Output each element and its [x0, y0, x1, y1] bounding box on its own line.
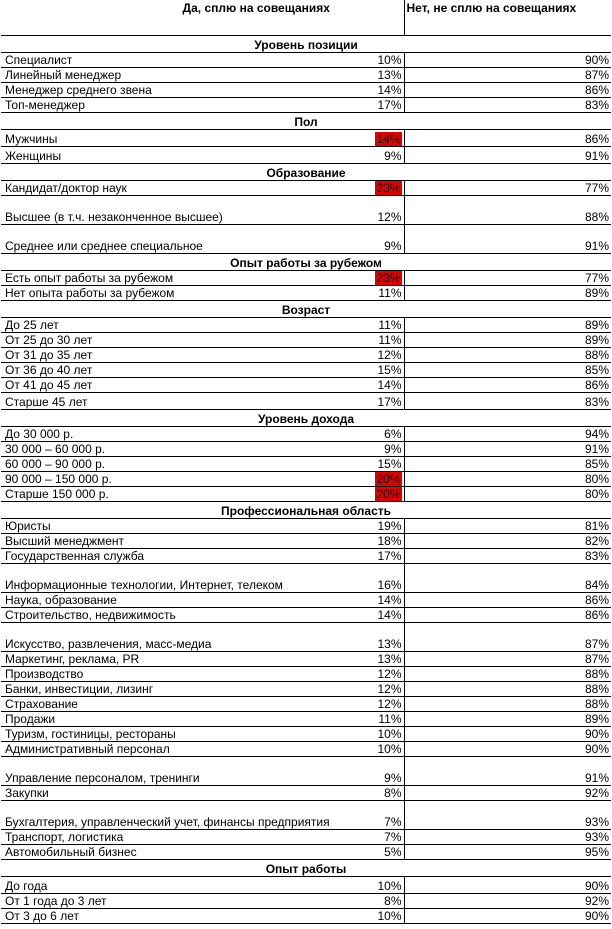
- yes-value: 13%: [377, 652, 402, 666]
- table-row: [1, 786, 611, 801]
- table-row: [1, 53, 611, 68]
- table-row: [1, 534, 611, 549]
- yes-cell: [341, 845, 404, 860]
- no-value: 91%: [404, 225, 611, 254]
- no-value: 90%: [404, 742, 611, 757]
- table-row: [1, 196, 611, 225]
- no-value: 86%: [404, 83, 611, 98]
- row-label: От 25 до 30 лет: [1, 333, 341, 348]
- row-label: Есть опыт работы за рубежом: [1, 271, 341, 286]
- no-value: 89%: [404, 286, 611, 301]
- table-row: [1, 333, 611, 348]
- row-label: Строительство, недвижимость: [1, 608, 341, 623]
- no-value: 89%: [404, 333, 611, 348]
- row-label: Автомобильный бизнес: [1, 845, 341, 860]
- yes-cell: [341, 181, 404, 196]
- no-value: 92%: [404, 894, 611, 909]
- row-label: Государственная служба: [1, 549, 341, 564]
- table-row: [1, 427, 611, 442]
- table-row: [1, 286, 611, 301]
- yes-value: 11%: [378, 333, 402, 347]
- table-row: [1, 894, 611, 909]
- yes-value: 16%: [377, 578, 402, 592]
- row-label: Кандидат/доктор наук: [1, 181, 341, 196]
- no-value: 91%: [404, 757, 611, 786]
- table-row: [1, 757, 611, 786]
- table-row: [1, 130, 611, 147]
- no-value: 95%: [404, 845, 611, 860]
- yes-value: 11%: [378, 712, 402, 726]
- no-value: 87%: [404, 68, 611, 83]
- yes-value: 14%: [377, 378, 402, 392]
- yes-value: 15%: [377, 363, 402, 377]
- yes-value: 11%: [378, 286, 402, 300]
- table-row: [1, 442, 611, 457]
- row-label: Страхование: [1, 697, 341, 712]
- table-row: [1, 712, 611, 727]
- row-label: 90 000 – 150 000 р.: [1, 472, 341, 487]
- table-row: [1, 682, 611, 697]
- table-row: [1, 801, 611, 830]
- yes-value: 10%: [377, 909, 402, 923]
- row-label: До 30 000 р.: [1, 427, 341, 442]
- row-label: Бухгалтерия, управленческий учет, финансы предприятия: [1, 801, 341, 830]
- yes-value: 20%: [376, 472, 401, 486]
- table-row: [1, 363, 611, 378]
- no-value: 88%: [404, 348, 611, 363]
- no-value: 77%: [404, 181, 611, 196]
- section-title: Опыт работы за рубежом: [1, 254, 611, 271]
- table-row: [1, 472, 611, 487]
- yes-cell: [341, 909, 404, 924]
- row-label: Банки, инвестиции, лизинг: [1, 682, 341, 697]
- row-label: От 41 до 45 лет: [1, 378, 341, 393]
- row-label: До 25 лет: [1, 318, 341, 333]
- no-value: 86%: [404, 378, 611, 393]
- yes-value: 14%: [377, 593, 402, 607]
- yes-cell: [341, 225, 404, 254]
- section-header: [1, 410, 611, 427]
- no-value: 77%: [404, 271, 611, 286]
- table-row: [1, 909, 611, 924]
- no-value: 83%: [404, 98, 611, 113]
- row-label: Старше 150 000 р.: [1, 487, 341, 502]
- yes-cell: [341, 549, 404, 564]
- row-label: Старше 45 лет: [1, 393, 341, 410]
- yes-cell: [341, 593, 404, 608]
- no-value: 90%: [404, 727, 611, 742]
- yes-value: 8%: [384, 894, 402, 908]
- row-label: Административный персонал: [1, 742, 341, 757]
- section-header: [1, 301, 611, 318]
- no-value: 80%: [404, 487, 611, 502]
- row-label: 60 000 – 90 000 р.: [1, 457, 341, 472]
- row-label: Искусство, развлечения, масс-медиа: [1, 623, 341, 652]
- row-label: Высшее (в т.ч. незаконченное высшее): [1, 196, 341, 225]
- yes-cell: [341, 83, 404, 98]
- no-value: 90%: [404, 53, 611, 68]
- row-label: От 3 до 6 лет: [1, 909, 341, 924]
- table-row: [1, 271, 611, 286]
- yes-cell: [341, 801, 404, 830]
- yes-cell: [341, 333, 404, 348]
- yes-value: 10%: [377, 727, 402, 741]
- yes-cell: [341, 682, 404, 697]
- yes-value: 7%: [384, 830, 402, 844]
- table-row: [1, 697, 611, 712]
- yes-cell: [341, 68, 404, 83]
- yes-cell: [341, 608, 404, 623]
- row-label: Информационные технологии, Интернет, телеком: [1, 564, 341, 593]
- table-row: [1, 845, 611, 860]
- table-row: [1, 225, 611, 254]
- no-value: 85%: [404, 363, 611, 378]
- row-label: Нет опыта работы за рубежом: [1, 286, 341, 301]
- yes-value: 13%: [377, 68, 402, 82]
- no-value: 92%: [404, 786, 611, 801]
- no-value: 86%: [404, 608, 611, 623]
- yes-value: 14%: [376, 132, 401, 146]
- no-value: 93%: [404, 801, 611, 830]
- row-label: Маркетинг, реклама, PR: [1, 652, 341, 667]
- table-row: [1, 830, 611, 845]
- no-value: 81%: [404, 519, 611, 534]
- yes-value: 14%: [377, 83, 402, 97]
- yes-value: 9%: [384, 771, 402, 785]
- table-row: [1, 457, 611, 472]
- no-value: 83%: [404, 549, 611, 564]
- table-header: [1, 0, 611, 36]
- yes-value: 11%: [378, 318, 402, 332]
- row-label: Туризм, гостиницы, рестораны: [1, 727, 341, 742]
- header-yes: Да, сплю на совещаниях: [1, 0, 404, 36]
- yes-cell: [341, 652, 404, 667]
- no-value: 83%: [404, 393, 611, 410]
- yes-value: 20%: [376, 487, 401, 501]
- yes-cell: [341, 697, 404, 712]
- yes-value: 23%: [376, 181, 401, 195]
- yes-cell: [341, 98, 404, 113]
- yes-value: 12%: [377, 697, 402, 711]
- yes-value: 17%: [377, 98, 402, 112]
- table-row: [1, 519, 611, 534]
- yes-cell: [341, 534, 404, 549]
- yes-value: 10%: [377, 742, 402, 756]
- yes-value: 14%: [377, 608, 402, 622]
- yes-cell: [341, 564, 404, 593]
- row-label: Транспорт, логистика: [1, 830, 341, 845]
- row-label: Управление персоналом, тренинги: [1, 757, 341, 786]
- no-value: 84%: [404, 564, 611, 593]
- yes-cell: [341, 742, 404, 757]
- yes-cell: [341, 147, 404, 164]
- table-row: [1, 348, 611, 363]
- no-value: 91%: [404, 147, 611, 164]
- row-label: Среднее или среднее специальное: [1, 225, 341, 254]
- yes-value: 9%: [384, 239, 402, 253]
- section-title: Уровень дохода: [1, 410, 611, 427]
- yes-value: 6%: [384, 427, 402, 441]
- table-row: [1, 83, 611, 98]
- row-label: Менеджер среднего звена: [1, 83, 341, 98]
- yes-cell: [341, 472, 404, 487]
- yes-cell: [341, 712, 404, 727]
- yes-value: 9%: [384, 442, 402, 456]
- section-title: Опыт работы: [1, 860, 611, 877]
- yes-value: 12%: [377, 348, 402, 362]
- yes-cell: [341, 877, 404, 894]
- no-value: 89%: [404, 318, 611, 333]
- no-value: 88%: [404, 697, 611, 712]
- table-body: [1, 0, 611, 924]
- no-value: 87%: [404, 623, 611, 652]
- no-value: 88%: [404, 667, 611, 682]
- no-value: 86%: [404, 130, 611, 147]
- yes-cell: [341, 786, 404, 801]
- row-label: Наука, образование: [1, 593, 341, 608]
- yes-cell: [341, 442, 404, 457]
- no-value: 90%: [404, 909, 611, 924]
- table-row: [1, 487, 611, 502]
- table-row: [1, 623, 611, 652]
- section-header: [1, 254, 611, 271]
- yes-cell: [341, 727, 404, 742]
- table-row: [1, 147, 611, 164]
- yes-cell: [341, 130, 404, 147]
- row-label: От 36 до 40 лет: [1, 363, 341, 378]
- section-header: [1, 502, 611, 519]
- table-row: [1, 667, 611, 682]
- row-label: От 1 года до 3 лет: [1, 894, 341, 909]
- yes-cell: [341, 286, 404, 301]
- yes-cell: [341, 623, 404, 652]
- yes-cell: [341, 457, 404, 472]
- no-value: 93%: [404, 830, 611, 845]
- table-row: [1, 608, 611, 623]
- section-header: [1, 113, 611, 130]
- yes-cell: [341, 487, 404, 502]
- yes-value: 5%: [384, 845, 402, 859]
- yes-value: 23%: [376, 271, 401, 285]
- yes-cell: [341, 393, 404, 410]
- table-row: [1, 549, 611, 564]
- no-value: 85%: [404, 457, 611, 472]
- section-title: Образование: [1, 164, 611, 181]
- yes-cell: [341, 378, 404, 393]
- row-label: Высший менеджмент: [1, 534, 341, 549]
- yes-cell: [341, 271, 404, 286]
- yes-cell: [341, 196, 404, 225]
- survey-table: [1, 0, 611, 924]
- no-value: 86%: [404, 593, 611, 608]
- row-label: Топ-менеджер: [1, 98, 341, 113]
- yes-cell: [341, 830, 404, 845]
- yes-cell: [341, 894, 404, 909]
- yes-value: 17%: [377, 395, 402, 409]
- yes-cell: [341, 363, 404, 378]
- no-value: 88%: [404, 682, 611, 697]
- row-label: Производство: [1, 667, 341, 682]
- yes-value: 13%: [377, 637, 402, 651]
- no-value: 91%: [404, 442, 611, 457]
- header-no: Нет, не сплю на совещаниях: [404, 0, 611, 36]
- row-label: От 31 до 35 лет: [1, 348, 341, 363]
- yes-cell: [341, 318, 404, 333]
- yes-cell: [341, 667, 404, 682]
- section-title: Пол: [1, 113, 611, 130]
- row-label: Женщины: [1, 147, 341, 164]
- yes-cell: [341, 53, 404, 68]
- section-header: [1, 164, 611, 181]
- table-row: [1, 318, 611, 333]
- yes-value: 8%: [384, 786, 402, 800]
- table-row: [1, 727, 611, 742]
- section-header: [1, 36, 611, 53]
- table-row: [1, 652, 611, 667]
- yes-value: 12%: [377, 667, 402, 681]
- table-row: [1, 393, 611, 410]
- table-row: [1, 68, 611, 83]
- section-title: Профессиональная область: [1, 502, 611, 519]
- yes-value: 18%: [377, 534, 402, 548]
- row-label: До года: [1, 877, 341, 894]
- row-label: Специалист: [1, 53, 341, 68]
- yes-cell: [341, 427, 404, 442]
- yes-value: 12%: [377, 210, 402, 224]
- yes-value: 15%: [377, 457, 402, 471]
- row-label: Продажи: [1, 712, 341, 727]
- yes-value: 9%: [384, 149, 402, 163]
- yes-value: 7%: [384, 815, 402, 829]
- no-value: 80%: [404, 472, 611, 487]
- table-row: [1, 593, 611, 608]
- table-row: [1, 877, 611, 894]
- no-value: 88%: [404, 196, 611, 225]
- table-row: [1, 98, 611, 113]
- row-label: Юристы: [1, 519, 341, 534]
- table-row: [1, 564, 611, 593]
- row-label: Закупки: [1, 786, 341, 801]
- row-label: Мужчины: [1, 130, 341, 147]
- no-value: 82%: [404, 534, 611, 549]
- section-header: [1, 860, 611, 877]
- no-value: 87%: [404, 652, 611, 667]
- table-row: [1, 742, 611, 757]
- no-value: 90%: [404, 877, 611, 894]
- yes-value: 19%: [377, 519, 402, 533]
- row-label: Линейный менеджер: [1, 68, 341, 83]
- table-row: [1, 378, 611, 393]
- yes-value: 17%: [377, 549, 402, 563]
- section-title: Уровень позиции: [1, 36, 611, 53]
- yes-cell: [341, 348, 404, 363]
- yes-value: 10%: [377, 879, 402, 893]
- no-value: 89%: [404, 712, 611, 727]
- yes-value: 12%: [377, 682, 402, 696]
- no-value: 94%: [404, 427, 611, 442]
- table-row: [1, 181, 611, 196]
- yes-cell: [341, 519, 404, 534]
- yes-cell: [341, 757, 404, 786]
- section-title: Возраст: [1, 301, 611, 318]
- yes-value: 10%: [377, 53, 402, 67]
- row-label: 30 000 – 60 000 р.: [1, 442, 341, 457]
